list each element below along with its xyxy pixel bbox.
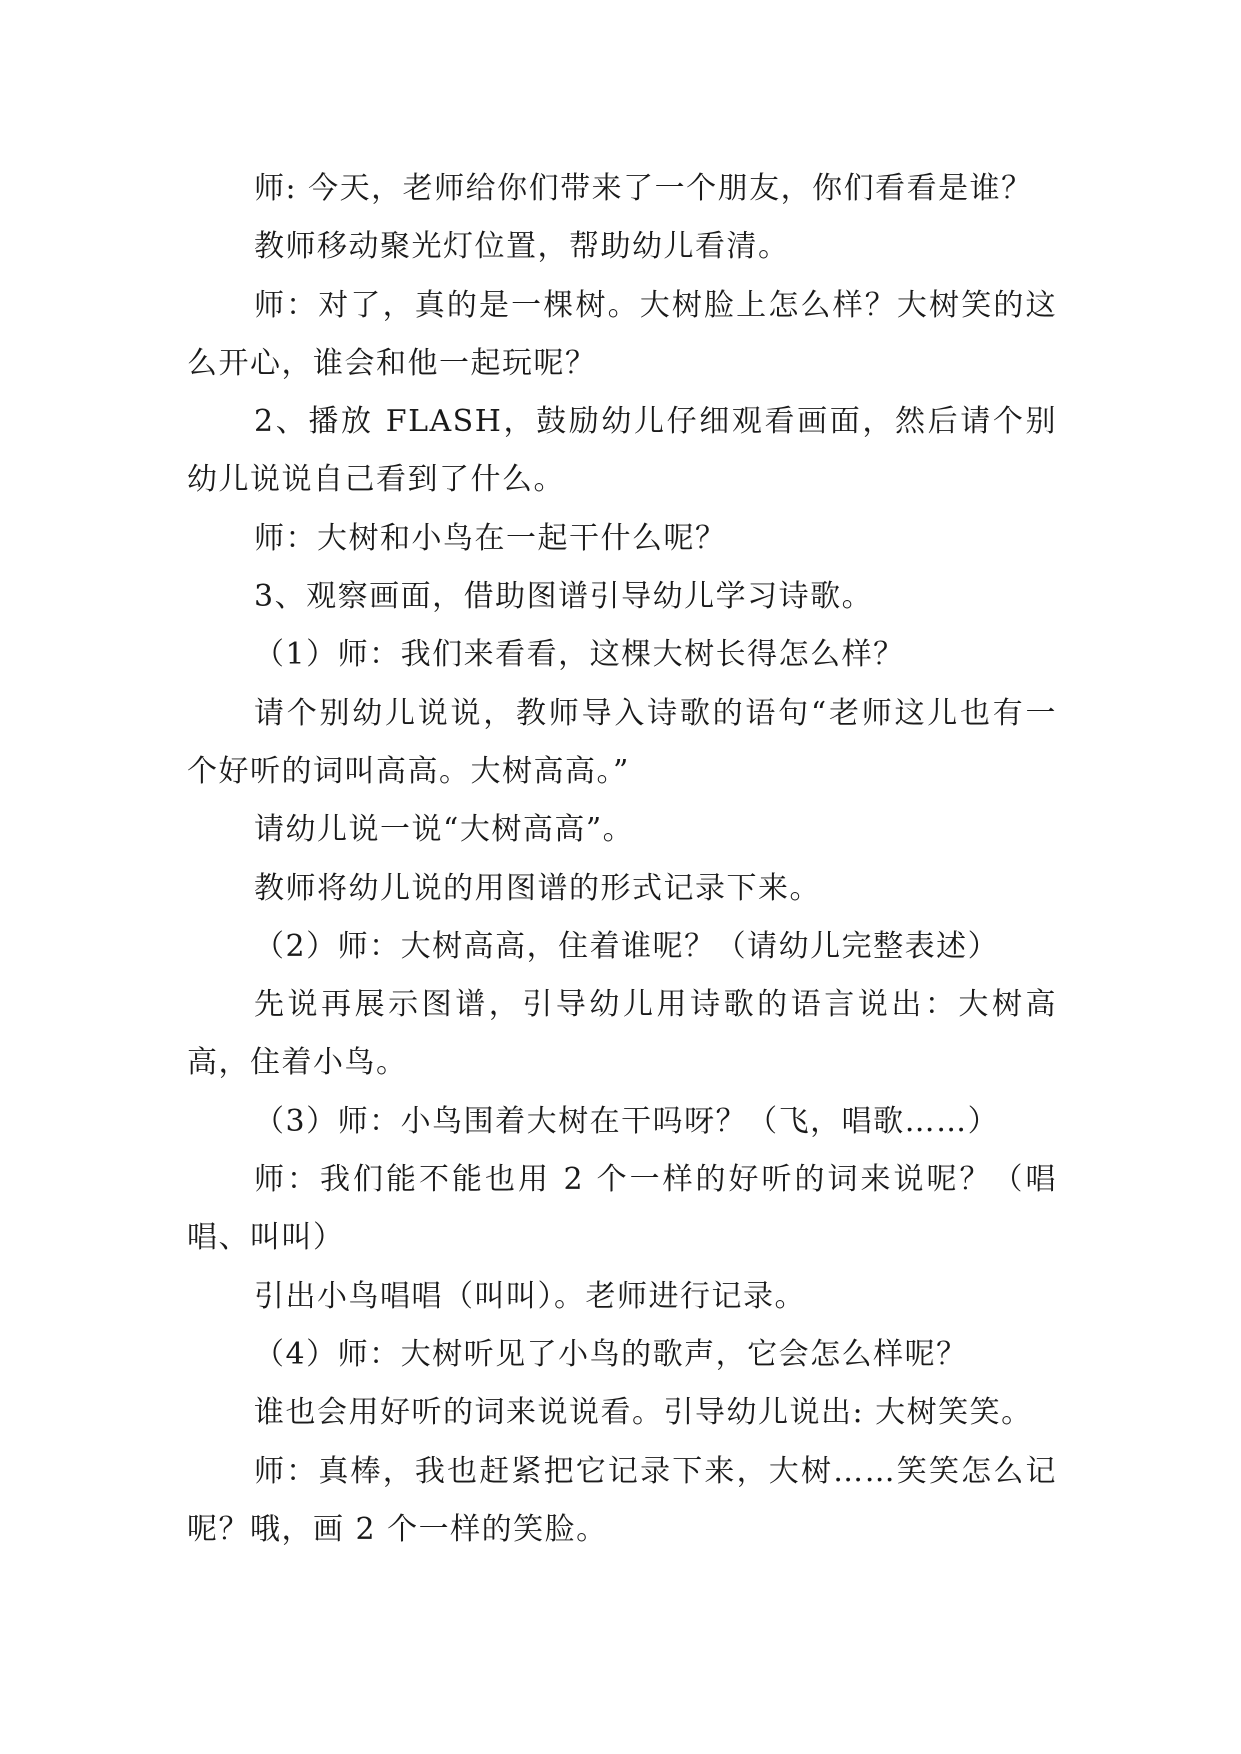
paragraph: 2、播放 FLASH，鼓励幼儿仔细观看画面，然后请个别幼儿说说自己看到了什么。 [187,404,1057,498]
paragraph: 教师移动聚光灯位置，帮助幼儿看清。 [254,229,790,265]
paragraph: 谁也会用好听的词来说说看。引导幼儿说出: 大树笑笑。 [254,1395,1033,1431]
paragraph: （3）师：小鸟围着大树在干吗呀？（飞，唱歌……） [254,1103,1000,1139]
paragraph: （2）师：大树高高，住着谁呢？（请幼儿完整表述） [254,928,1000,964]
paragraph: 先说再展示图谱，引导幼儿用诗歌的语言说出：大树高高，住着小鸟。 [187,987,1057,1081]
document-body [187,160,1057,1559]
paragraph: 教师将幼儿说的用图谱的形式记录下来。 [254,870,821,906]
paragraph: 师：真棒，我也赶紧把它记录下来，大树……笑笑怎么记呢？哦，画 2 个一样的笑脸。 [187,1453,1057,1547]
paragraph: 师：对了，真的是一棵树。大树脸上怎么样？大树笑的这么开心，谁会和他一起玩呢？ [187,287,1057,381]
paragraph: 引出小鸟唱唱（叫叫）。老师进行记录。 [254,1278,806,1314]
paragraph: 请个别幼儿说说，教师导入诗歌的语句“老师这儿也有一个好听的词叫高高。大树高高。” [187,695,1057,789]
paragraph: 3、观察画面，借助图谱引导幼儿学习诗歌。 [254,579,874,615]
paragraph: （1）师：我们来看看，这棵大树长得怎么样？ [254,637,905,673]
paragraph: 请幼儿说一说“大树高高”。 [254,812,635,848]
paragraph: 师：我们能不能也用 2 个一样的好听的词来说呢？（唱唱、叫叫） [187,1162,1057,1256]
paragraph: 师: 今天，老师给你们带来了一个朋友，你们看看是谁？ [254,171,1033,206]
paragraph: （4）师：大树听见了小鸟的歌声，它会怎么样呢？ [254,1336,968,1372]
paragraph: 师：大树和小鸟在一起干什么呢？ [254,520,727,556]
